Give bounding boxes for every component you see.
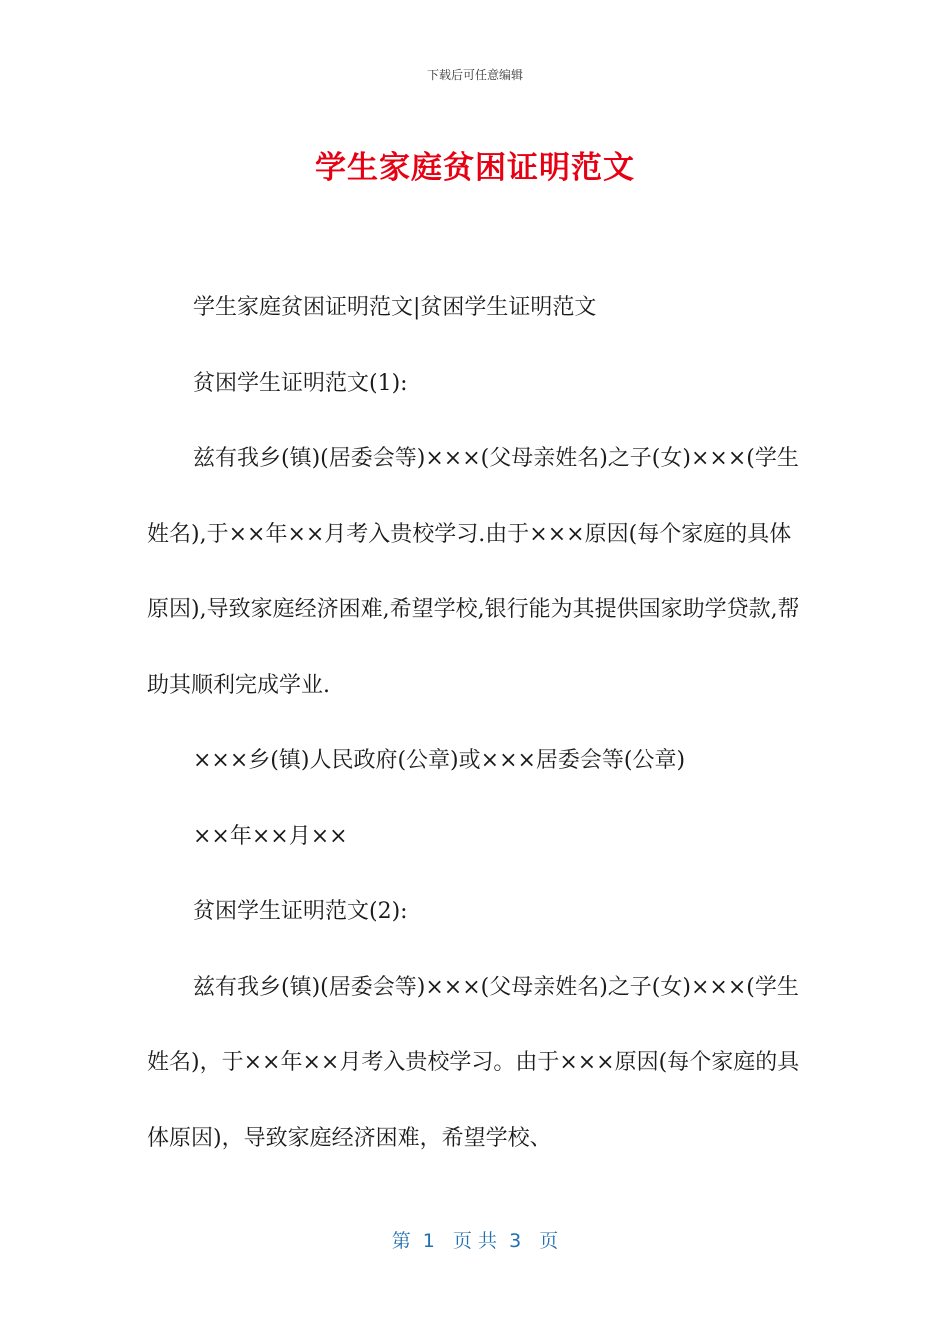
- paragraph-subtitle: 学生家庭贫困证明范文|贫困学生证明范文: [193, 295, 597, 320]
- paragraph-sample-2-body: 兹有我乡(镇)(居委会等)×××(父母亲姓名)之子(女)×××(学生姓名)，于××年××月考入贵校学习。由于×××原因(每个家庭的具体原因)，导致家庭经济困难，希望学校、: [147, 974, 800, 1151]
- paragraph-sample-1-body: 兹有我乡(镇)(居委会等)×××(父母亲姓名)之子(女)×××(学生姓名),于××年××月考入贵校学习.由于×××原因(每个家庭的具体原因),导致家庭经济困难,希望学校,银行能为其提供国家助学贷款,帮助其顺利完成学业.: [147, 446, 800, 698]
- paragraph-sample-1-seal: ×××乡(镇)人民政府(公章)或×××居委会等(公章): [193, 748, 686, 773]
- document-title: 学生家庭贫困证明范文: [315, 150, 635, 186]
- document-body: [147, 270, 807, 1176]
- header-note: 下载后可任意编辑: [426, 68, 523, 82]
- paragraph-sample-1-date: ××年××月××: [193, 823, 348, 849]
- page-number-footer: 第 1 页 共 3 页: [391, 1230, 559, 1252]
- paragraph-sample-1-heading: 贫困学生证明范文(1):: [193, 370, 408, 396]
- paragraph-sample-2-heading: 贫困学生证明范文(2):: [193, 899, 408, 924]
